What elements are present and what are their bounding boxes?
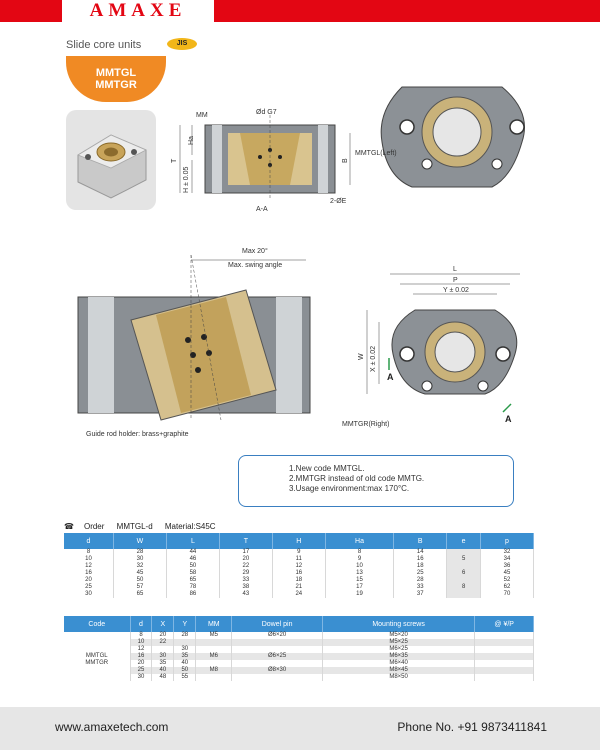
order-code: MMTGL-d (116, 522, 153, 531)
table-row (64, 660, 534, 667)
table-cell: 40 (152, 667, 174, 674)
table-cell: 36 (481, 563, 534, 570)
table-cell: 57 (114, 584, 167, 591)
table-cell: 28 (394, 577, 447, 584)
table-cell (447, 563, 481, 570)
table-cell: 12 (130, 646, 152, 653)
table-cell: M5×25 (322, 639, 475, 646)
model-code-right: MMTGR (95, 79, 137, 91)
table-cell (232, 646, 322, 653)
dimension-table (64, 533, 534, 598)
col-header: MM (196, 616, 232, 632)
dim-b: B (342, 158, 349, 163)
table-cell: 16 (394, 556, 447, 563)
table-cell: 16 (64, 570, 114, 577)
table-cell: 30 (64, 591, 114, 598)
mounting-table (64, 616, 534, 681)
product-photo (66, 110, 156, 210)
table-cell: M6×40 (322, 660, 475, 667)
table-cell: 12 (64, 563, 114, 570)
table-row (64, 639, 534, 646)
code-cell (64, 667, 130, 674)
table-cell: 78 (166, 584, 219, 591)
plan-view-right-drawing (355, 262, 530, 432)
code-cell (64, 632, 130, 639)
table-cell: 32 (481, 549, 534, 556)
col-header: Ha (325, 533, 394, 549)
table-cell: 35 (174, 653, 196, 660)
note-1: 1.New code MMTGL. (289, 464, 365, 473)
swing-section-drawing (76, 245, 316, 425)
table-cell: 65 (166, 577, 219, 584)
table-row (64, 563, 534, 570)
table-cell: 28 (174, 632, 196, 639)
table-cell: 30 (114, 556, 167, 563)
label-left: MMTGL(Left) (355, 150, 397, 157)
jis-badge: JIS (167, 38, 197, 50)
table-cell: 20 (64, 577, 114, 584)
max-angle: Max 20° (242, 248, 268, 255)
table-row (64, 674, 534, 681)
table-cell (232, 639, 322, 646)
dim-e: 2-ØE (330, 198, 347, 205)
section-label: A-A (256, 206, 268, 213)
notes-box (238, 455, 514, 507)
table-cell: 8 (64, 549, 114, 556)
table-cell: 50 (166, 563, 219, 570)
col-header: d (130, 616, 152, 632)
table-cell: 24 (272, 591, 325, 598)
table-cell: 5 (447, 556, 481, 563)
col-header: @ ¥/P (475, 616, 534, 632)
table-cell: 10 (130, 639, 152, 646)
table-cell: 10 (64, 556, 114, 563)
table-cell: 18 (272, 577, 325, 584)
col-header: Code (64, 616, 130, 632)
table-row (64, 591, 534, 598)
table-cell: M8×45 (322, 667, 475, 674)
table-cell: 40 (174, 660, 196, 667)
table-cell: 6 (447, 570, 481, 577)
table-cell: M6×25 (322, 646, 475, 653)
table-cell: 25 (394, 570, 447, 577)
table-cell (196, 646, 232, 653)
table-cell: 25 (64, 584, 114, 591)
price-cell (475, 653, 534, 660)
table-cell: 38 (219, 584, 272, 591)
table-row (64, 667, 534, 674)
table-row (64, 653, 534, 660)
holder-label: Guide rod holder: brass+graphite (86, 431, 189, 438)
table-cell: 21 (272, 584, 325, 591)
dim-l: L (453, 266, 457, 273)
table-cell: Ø6×25 (232, 653, 322, 660)
table-cell: 15 (325, 577, 394, 584)
table-row (64, 570, 534, 577)
table-cell: 9 (325, 556, 394, 563)
col-header: Dowel pin (232, 616, 322, 632)
table-cell: 62 (481, 584, 534, 591)
table-cell: 28 (114, 549, 167, 556)
code-cell: MMTGL (64, 653, 130, 660)
table-cell: 19 (325, 591, 394, 598)
col-header: L (166, 533, 219, 549)
table-cell (196, 674, 232, 681)
table-cell: 11 (272, 556, 325, 563)
price-cell (475, 660, 534, 667)
table-cell: 25 (130, 667, 152, 674)
table-cell: 48 (152, 674, 174, 681)
table-cell: 37 (394, 591, 447, 598)
table-cell: 17 (325, 584, 394, 591)
section-title: Slide core units (66, 39, 142, 51)
table-row (64, 577, 534, 584)
code-cell (64, 646, 130, 653)
table-cell: 8 (447, 584, 481, 591)
section-view-drawing (170, 105, 370, 215)
section-marker-a2: A (505, 414, 512, 424)
table-cell: 52 (481, 577, 534, 584)
price-cell (475, 632, 534, 639)
dim-h: H ± 0.05 (183, 166, 190, 193)
col-header: e (447, 533, 481, 549)
plan-view-left-drawing (372, 72, 542, 202)
model-code-left: MMTGL (95, 67, 137, 79)
price-cell (475, 667, 534, 674)
dim-y: Y ± 0.02 (443, 287, 469, 294)
table-cell: M6×35 (322, 653, 475, 660)
order-label: Order (83, 522, 105, 531)
table-cell: 33 (394, 584, 447, 591)
table-row (64, 556, 534, 563)
table-cell: 45 (481, 570, 534, 577)
table-cell: 30 (152, 653, 174, 660)
table-cell: 70 (481, 591, 534, 598)
table-cell (447, 549, 481, 556)
table-cell: 8 (325, 549, 394, 556)
price-cell (475, 646, 534, 653)
table-cell: 22 (219, 563, 272, 570)
website-link[interactable]: www.amaxetech.com (55, 720, 169, 734)
model-badge (66, 56, 166, 102)
table-cell: 13 (325, 570, 394, 577)
table-cell: 12 (272, 563, 325, 570)
table-cell: 9 (272, 549, 325, 556)
table-cell: 86 (166, 591, 219, 598)
product-image (66, 110, 156, 210)
table-cell: M5 (196, 632, 232, 639)
table-cell (196, 660, 232, 667)
table-cell (447, 577, 481, 584)
table-cell: 16 (130, 653, 152, 660)
code-cell: MMTGR (64, 660, 130, 667)
table-cell: M8 (196, 667, 232, 674)
table-cell: 55 (174, 674, 196, 681)
table-cell: 8 (130, 632, 152, 639)
table-cell: 65 (114, 591, 167, 598)
table-cell: 20 (152, 632, 174, 639)
table-cell: M6 (196, 653, 232, 660)
col-header: B (394, 533, 447, 549)
dim-p: P (453, 277, 458, 284)
table-cell: 33 (219, 577, 272, 584)
col-header: W (114, 533, 167, 549)
table-cell (152, 646, 174, 653)
col-header: p (481, 533, 534, 549)
table-cell: 45 (114, 570, 167, 577)
code-cell (64, 674, 130, 681)
table-row (64, 646, 534, 653)
col-header: H (272, 533, 325, 549)
table-cell: 34 (481, 556, 534, 563)
table-cell: 16 (272, 570, 325, 577)
table-cell: 50 (174, 667, 196, 674)
price-cell (475, 639, 534, 646)
table-cell: M8×50 (322, 674, 475, 681)
table-row (64, 549, 534, 556)
table-cell (196, 639, 232, 646)
table-cell: 18 (394, 563, 447, 570)
table-cell: 10 (325, 563, 394, 570)
table-cell: M5×20 (322, 632, 475, 639)
dim-mm: MM (196, 112, 208, 119)
col-header: T (219, 533, 272, 549)
col-header: X (152, 616, 174, 632)
col-header: Mounting screws (322, 616, 475, 632)
phone-number: Phone No. +91 9873411841 (397, 720, 547, 734)
table-cell (174, 639, 196, 646)
table-cell: 30 (174, 646, 196, 653)
table-row (64, 584, 534, 591)
order-line (64, 522, 226, 531)
col-header: Y (174, 616, 196, 632)
table-cell: 22 (152, 639, 174, 646)
dim-x: X ± 0.02 (370, 345, 377, 372)
table-cell: 35 (152, 660, 174, 667)
table-cell (232, 674, 322, 681)
note-2: 2.MMTGR instead of old code MMTG. (289, 474, 425, 483)
table-cell: 14 (394, 549, 447, 556)
table-cell: Ø6×20 (232, 632, 322, 639)
table-cell: 30 (130, 674, 152, 681)
code-cell (64, 639, 130, 646)
table-cell: 50 (114, 577, 167, 584)
table-cell: 29 (219, 570, 272, 577)
swing-label: Max. swing angle (228, 262, 283, 269)
table-cell: 20 (130, 660, 152, 667)
dim-t: T (171, 158, 178, 163)
label-right: MMTGR(Right) (342, 421, 390, 428)
table-cell (447, 591, 481, 598)
note-3: 3.Usage environment:max 170°C. (289, 484, 410, 493)
table-cell: 43 (219, 591, 272, 598)
dim-w: W (358, 353, 365, 360)
table-cell: 46 (166, 556, 219, 563)
col-header: d (64, 533, 114, 549)
table-cell: 17 (219, 549, 272, 556)
phone-icon: ☎ (64, 522, 74, 531)
section-marker-a1: A (387, 372, 394, 382)
table-cell (232, 660, 322, 667)
dim-ha: Ha (188, 136, 195, 145)
price-cell (475, 674, 534, 681)
material: Material:S45C (164, 522, 216, 531)
table-cell: 32 (114, 563, 167, 570)
table-row (64, 632, 534, 639)
dim-dd: Ød G7 (256, 109, 277, 116)
table-cell: 58 (166, 570, 219, 577)
brand-logo: AMAXE (62, 0, 214, 22)
table-cell: 20 (219, 556, 272, 563)
table-cell: Ø8×30 (232, 667, 322, 674)
table-cell: 44 (166, 549, 219, 556)
